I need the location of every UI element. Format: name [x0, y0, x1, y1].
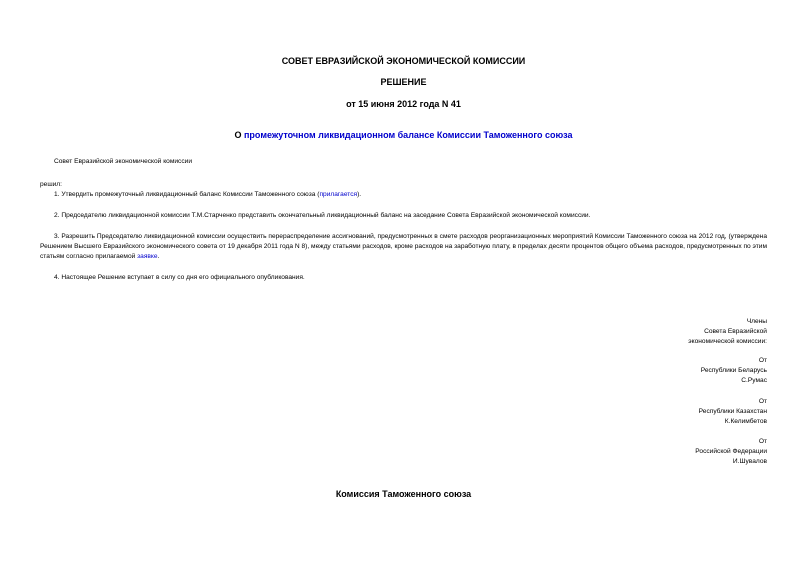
kazakhstan-from: От	[758, 398, 767, 405]
russia-country: Российской Федерации	[695, 448, 767, 455]
signatory-belarus	[701, 356, 767, 386]
subject-prefix: О	[234, 130, 244, 140]
members-line-1: Члены	[746, 318, 767, 325]
footer-title: Комиссия Таможенного союза	[335, 489, 472, 499]
subject-link[interactable]: промежуточном ликвидационном балансе Комиссии Таможенного союза	[244, 130, 573, 140]
belarus-country: Республики Беларусь	[700, 367, 767, 374]
item-3-text: 3. Разрешить Председателю ликвидационной комиссии осуществить перераспределение ассигнований, предусмотренных в смете расходов реорганизационных мероприятий Комиссии Таможенного союза на 2012 год, (утверждена Решением Высшего Евразийского экономического совета от 19 декабря 2011 года N 8), между статьями расходов, кроме расходов на заработную плату, в пределах десяти процентов общего объема расходов, предусмотренных по этим статьям согласно прилагаемой	[40, 233, 767, 260]
council-title: СОВЕТ ЕВРАЗИЙСКОЙ ЭКОНОМИЧЕСКОЙ КОМИССИИ	[281, 56, 526, 66]
item-3-link[interactable]: заявке	[137, 253, 158, 260]
members-line-3: экономической комиссии:	[688, 338, 767, 345]
item-1-link[interactable]: прилагается	[319, 191, 358, 198]
item-1-text: 1. Утвердить промежуточный ликвидационный баланс Комиссии Таможенного союза (	[54, 191, 320, 198]
russia-name: И.Шувалов	[732, 458, 767, 465]
item-3	[40, 232, 767, 262]
resolved-text: решил:	[40, 181, 62, 188]
intro-text: Совет Евразийской экономической комиссии	[54, 158, 193, 165]
russia-from: От	[758, 438, 767, 445]
signatories-members	[688, 317, 767, 347]
kazakhstan-name: К.Келимбетов	[724, 418, 767, 425]
signatory-russia	[695, 437, 767, 467]
item-1	[54, 190, 361, 200]
item-2: 2. Председателю ликвидационной комиссии Т.М.Старченко представить окончательный ликвидационный баланс на заседание Совета Евразийской экономической комиссии.	[54, 212, 591, 219]
item-3-end: .	[157, 253, 160, 260]
document-type: РЕШЕНИЕ	[380, 77, 427, 87]
belarus-from: От	[758, 357, 767, 364]
members-line-2: Совета Евразийской	[704, 328, 767, 335]
kazakhstan-country: Республики Казахстан	[698, 408, 767, 415]
date-number: от 15 июня 2012 года N 41	[346, 99, 461, 109]
item-1-end: ).	[357, 191, 362, 198]
item-4: 4. Настоящее Решение вступает в силу со дня его официального опубликования.	[54, 274, 305, 281]
signatory-kazakhstan	[699, 397, 767, 427]
belarus-name: С.Румас	[741, 377, 767, 384]
document-subject	[0, 130, 807, 141]
